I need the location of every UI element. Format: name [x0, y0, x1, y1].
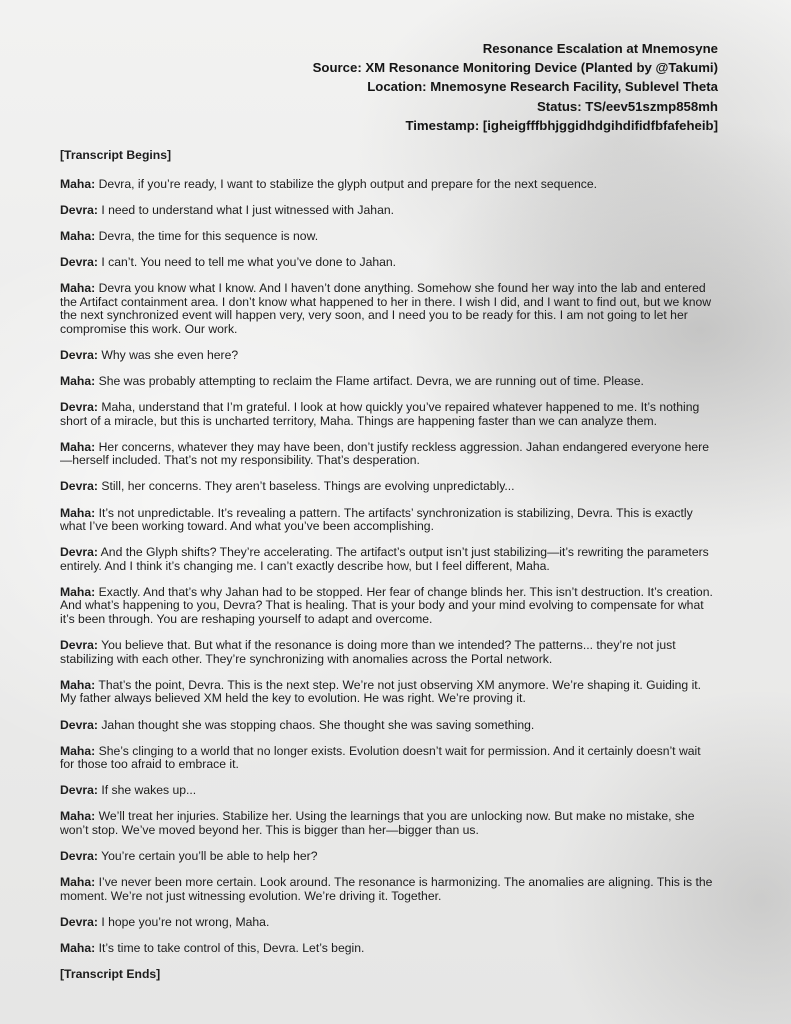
speaker-name: Devra:	[60, 400, 98, 415]
transcript-entry	[60, 401, 718, 428]
status-line: Status: TS/eev51szmp858mh	[536, 98, 718, 114]
transcript-entry	[60, 349, 718, 363]
dialogue-text: It’s not unpredictable. It’s revealing a pattern. The artifacts’ synchronization is stabilizing, Devra. This is exactly what I’ve been working toward. And what you’ve been accomplishing.	[60, 505, 693, 534]
speaker-name: Devra:	[60, 914, 98, 929]
dialogue-text: I’ve never been more certain. Look around. The resonance is harmonizing. The anomalies are aligning. This is the moment. We’re not just witnessing evolution. We’re driving it. Together.	[60, 875, 713, 903]
speaker-name: Maha:	[60, 373, 96, 388]
dialogue-text: We’ll treat her injuries. Stabilize her. Using the learnings that you are unlocking now. But make no mistake, she won’t stop. We’ve moved beyond her. This is bigger than her—bigger than us.	[60, 809, 695, 837]
transcript-entries	[60, 178, 718, 956]
dialogue-text: I need to understand what I just witnessed with Jahan.	[101, 202, 395, 217]
speaker-name: Devra:	[60, 783, 98, 798]
speaker-name: Maha:	[60, 584, 96, 599]
speaker-name: Maha:	[60, 176, 96, 191]
dialogue-text: She’s clinging to a world that no longer exists. Evolution doesn’t wait for permission. And it certainly doesn’t wait for those too afraid to embrace it.	[60, 743, 701, 772]
dialogue-text: I can’t. You need to tell me what you’ve done to Jahan.	[101, 254, 397, 269]
speaker-name: Maha:	[60, 439, 96, 454]
speaker-name: Devra:	[60, 638, 98, 653]
speaker-name: Maha:	[60, 228, 96, 243]
speaker-name: Devra:	[60, 545, 98, 560]
transcript-entry	[60, 375, 718, 389]
dialogue-text: That’s the point, Devra. This is the next step. We’re not just observing XM anymore. We’re shaping it. Guiding it. My father always believed XM held the key to evolution. He was right. We’re proving it.	[60, 677, 702, 706]
dialogue-text: You’re certain you’ll be able to help her?	[101, 849, 318, 864]
dialogue-text: Devra, if you’re ready, I want to stabilize the glyph output and prepare for the next sequence.	[98, 176, 598, 191]
speaker-name: Devra:	[60, 717, 98, 732]
speaker-name: Maha:	[60, 677, 96, 692]
speaker-name: Devra:	[60, 479, 98, 494]
transcript-entry	[60, 639, 718, 666]
dialogue-text: You believe that. But what if the resonance is doing more than we intended? The patterns... they’re not just stabilizing with each other. They’re synchronizing with anomalies across the Portal network.	[60, 638, 676, 666]
transcript-entry	[60, 480, 718, 494]
dialogue-text: Why was she even here?	[101, 347, 239, 362]
dialogue-text: Exactly. And that’s why Jahan had to be stopped. Her fear of change blinds her. This isn’t destruction. It’s creation. And what’s happening to you, Devra? That is healing. That is your body and your mind evolving to compensate for what it’s been through. You are reshaping yourself to adapt and overcome.	[60, 584, 713, 627]
transcript-entry	[60, 546, 718, 573]
transcript-entry	[60, 745, 718, 772]
dialogue-text: It’s time to take control of this, Devra. Let’s begin.	[98, 940, 365, 955]
dialogue-text: If she wakes up...	[101, 783, 197, 798]
speaker-name: Maha:	[60, 809, 96, 824]
transcript-entry	[60, 256, 718, 270]
document-header	[313, 39, 718, 135]
dialogue-text: Devra, the time for this sequence is now.	[98, 228, 319, 243]
transcript-entry	[60, 942, 718, 956]
speaker-name: Devra:	[60, 849, 98, 864]
transcript-entry	[60, 441, 718, 468]
dialogue-text: Maha, understand that I’m grateful. I look at how quickly you’ve repaired whatever happened to me. It’s nothing short of a miracle, but this is uncharted territory, Maha. Things are happening faster than we can analyze them.	[60, 400, 700, 428]
speaker-name: Maha:	[60, 875, 96, 890]
speaker-name: Devra:	[60, 254, 98, 269]
transcript-entry	[60, 586, 718, 627]
dialogue-text: Devra you know what I know. And I haven’t done anything. Somehow she found her way into the lab and entered the Artifact containment area. I don’t know what happened to her in there. I wish I did, and I want to find out, but we know the next synchronized event will happen very, very soon, and I need you to be ready for this. I am not going to let her compromise this work. Our work.	[60, 280, 712, 336]
transcript-entry	[60, 204, 718, 218]
dialogue-text: Still, her concerns. They aren’t baseless. Things are evolving unpredictably...	[101, 479, 515, 494]
source-line: Source: XM Resonance Monitoring Device (Planted by @Takumi)	[312, 60, 718, 76]
transcript-entry	[60, 282, 718, 336]
transcript-entry	[60, 719, 718, 733]
transcript-entry	[60, 916, 718, 930]
transcript-entry	[60, 230, 718, 244]
document-title: Resonance Escalation at Mnemosyne	[482, 41, 718, 56]
transcript-entry	[60, 507, 718, 534]
dialogue-text: She was probably attempting to reclaim the Flame artifact. Devra, we are running out of time. Please.	[98, 373, 644, 388]
speaker-name: Maha:	[60, 743, 96, 758]
dialogue-text: And the Glyph shifts? They’re accelerating. The artifact’s output isn’t just stabilizing—it’s rewriting the parameters entirely. And I think it’s changing me. I can’t exactly describe how, but I feel different, Maha.	[60, 545, 709, 573]
transcript-entry	[60, 679, 718, 706]
transcript-begin-marker: [Transcript Begins]	[60, 148, 172, 162]
dialogue-text: Her concerns, whatever they may have been, don’t justify reckless aggression. Jahan endangered everyone here—herself included. That’s not my responsibility. That’s desperation.	[60, 439, 710, 468]
transcript-entry	[60, 784, 718, 798]
transcript-body	[60, 149, 718, 997]
dialogue-text: Jahan thought she was stopping chaos. She thought she was saving something.	[101, 717, 535, 732]
speaker-name: Maha:	[60, 280, 96, 295]
transcript-entry	[60, 178, 718, 192]
speaker-name: Devra:	[60, 347, 98, 362]
dialogue-text: I hope you’re not wrong, Maha.	[101, 914, 270, 929]
speaker-name: Devra:	[60, 202, 98, 217]
timestamp-line: Timestamp: [igheigfffbhjggidhdgihdifidfbfafeheib]	[405, 117, 718, 133]
transcript-entry	[60, 850, 718, 864]
location-line: Location: Mnemosyne Research Facility, Sublevel Theta	[367, 79, 718, 95]
transcript-entry	[60, 810, 718, 837]
transcript-end-marker: [Transcript Ends]	[60, 967, 161, 982]
speaker-name: Maha:	[60, 940, 96, 955]
speaker-name: Maha:	[60, 505, 96, 520]
transcript-entry	[60, 876, 718, 903]
